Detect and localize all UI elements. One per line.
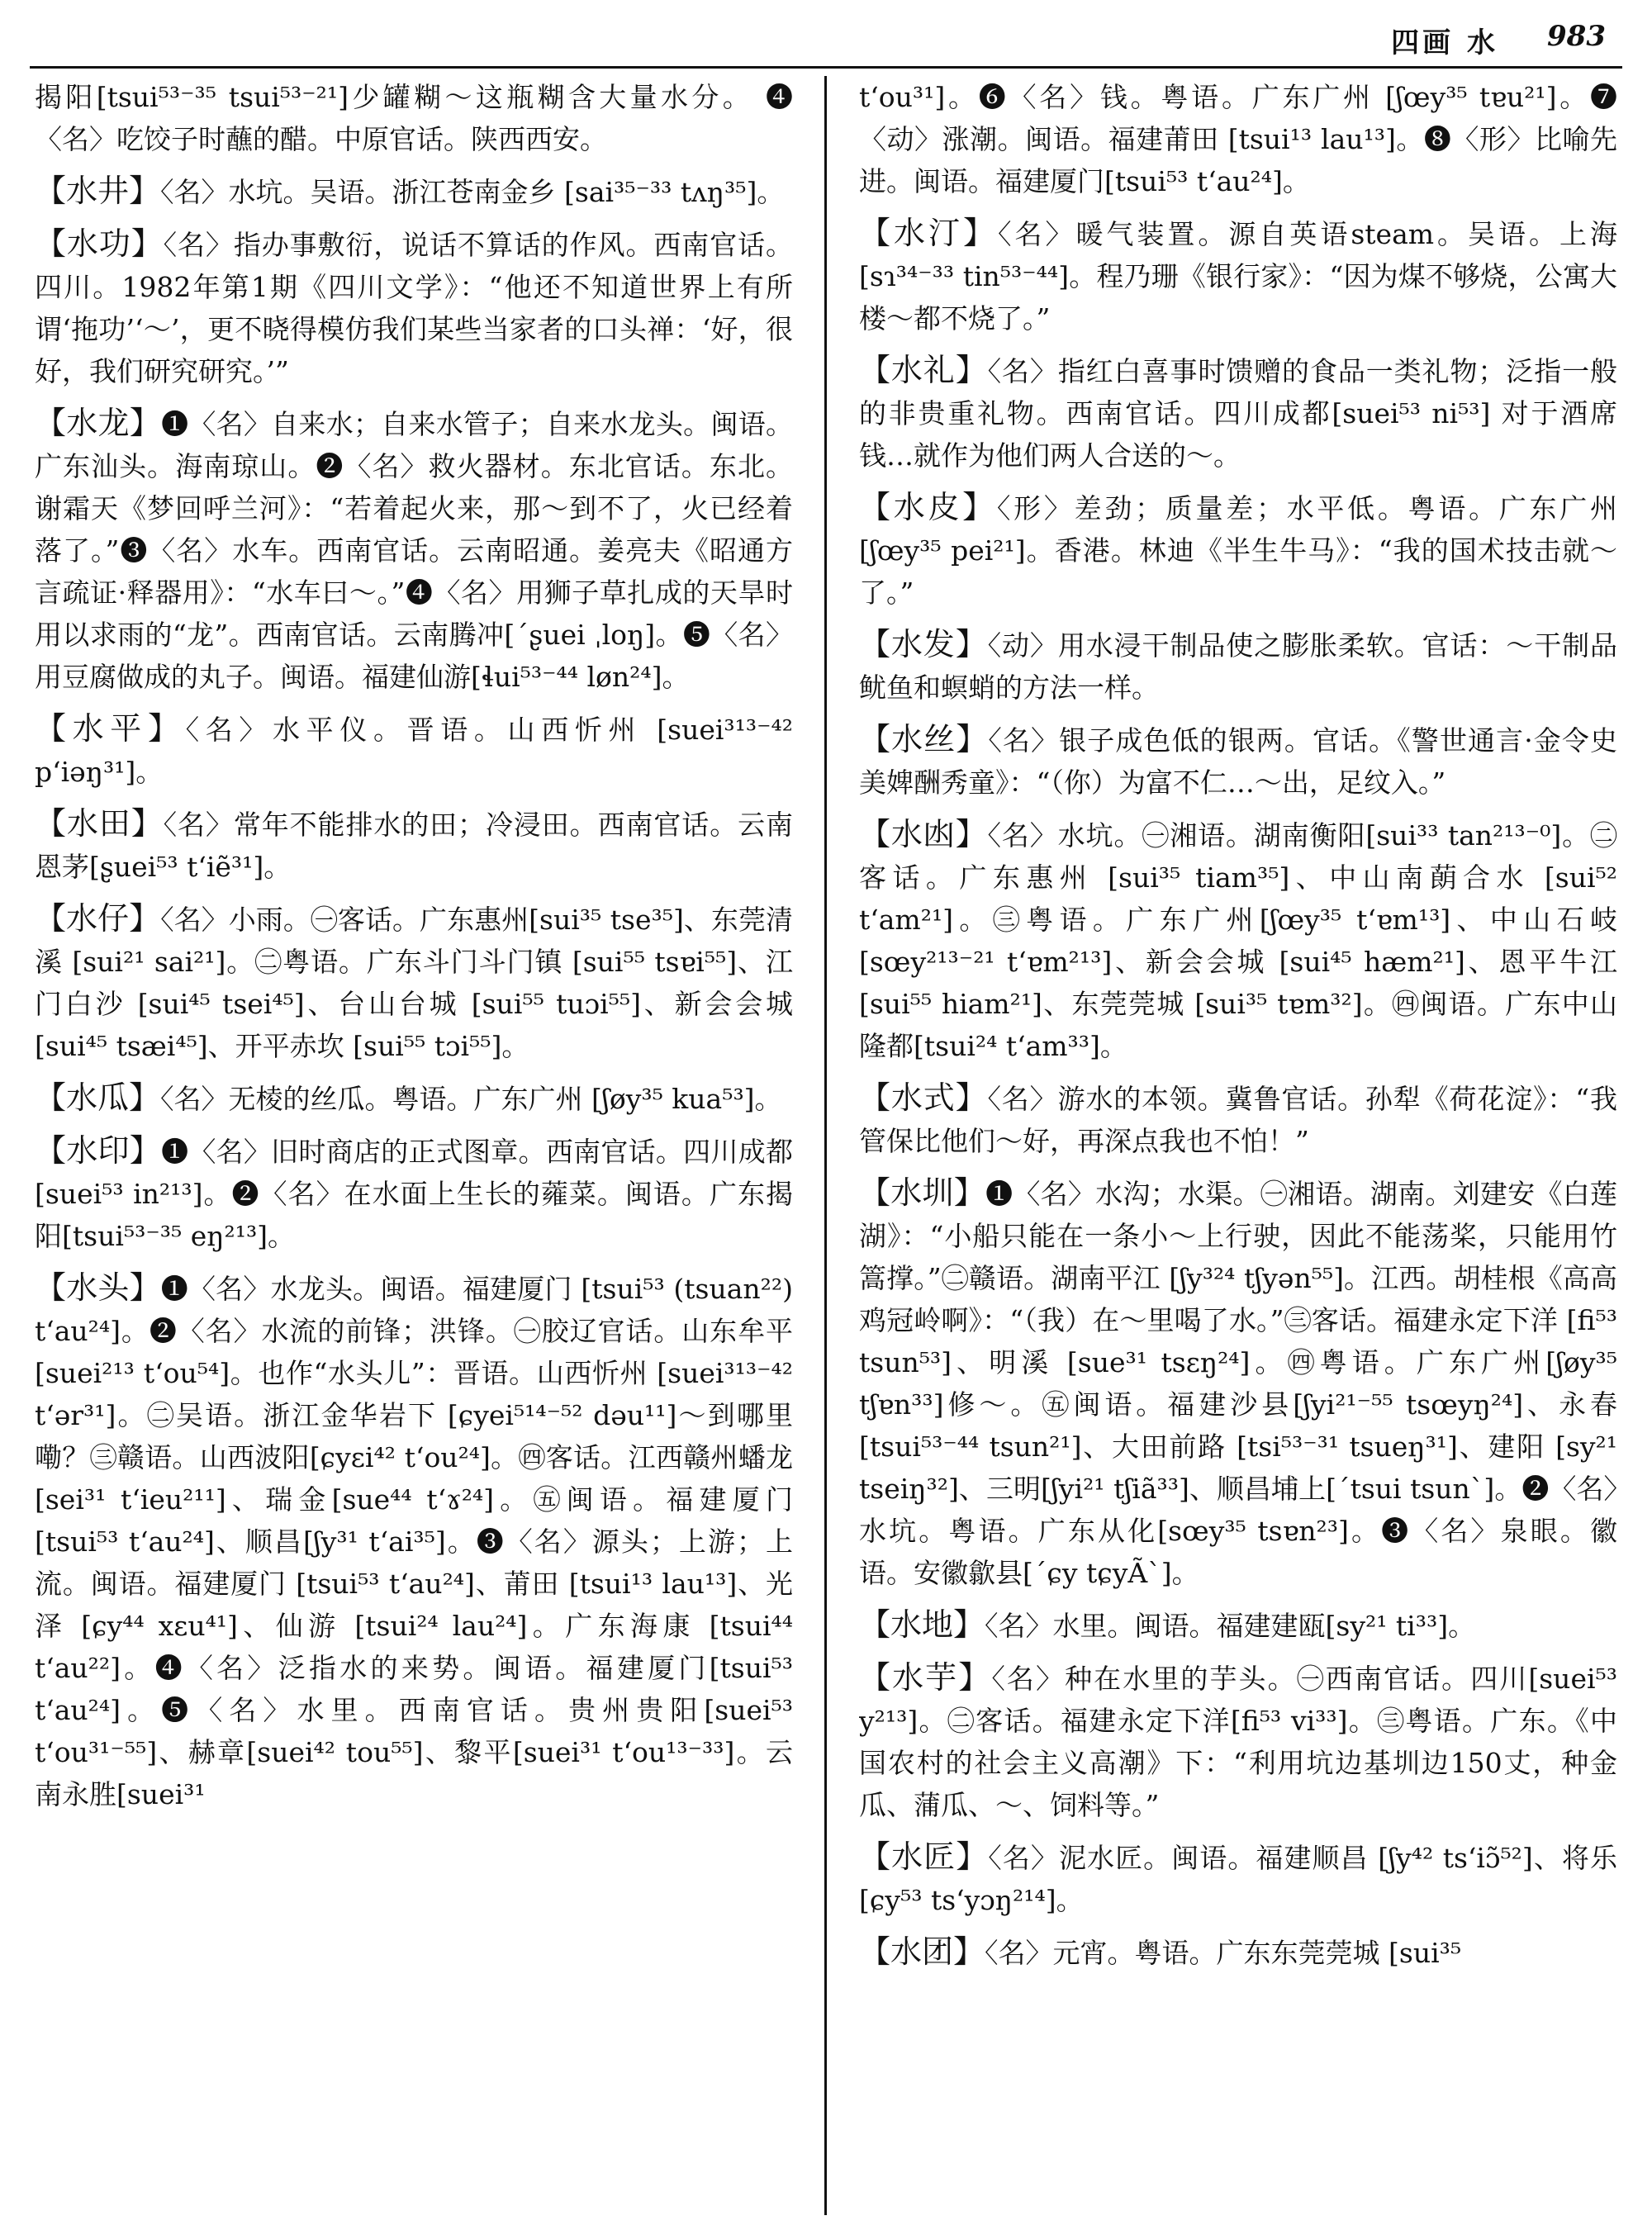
dictionary-entry bbox=[859, 1172, 1617, 1594]
entry-definition: ❶〈名〉自来水；自来水管子；自来水龙头。闽语。广东汕头。海南琼山。❷〈名〉救火器材。东北官话。东北。谢霜天《梦回呼兰河》：“若着起火来，那～到不了，火已经着落了。”❸〈名〉水车。西南官话。云南昭通。姜亮夫《昭通方言疏证·释器用》：“水车曰～。”❹〈名〉用狮子草扎成的天旱时用以求雨的“龙”。西南官话。云南腾冲[ˊʂuei ˌloŋ]。❺〈名〉用豆腐做成的丸子。闽语。福建仙游[ɬui⁵³⁻⁴⁴ løn²⁴]。 bbox=[35, 408, 793, 693]
entry-definition: 〈名〉水坑。吴语。浙江苍南金乡 [sai³⁵⁻³³ tʌŋ³⁵]。 bbox=[160, 176, 785, 208]
dictionary-entry bbox=[859, 814, 1617, 1067]
entry-headword: 【水匠】 bbox=[859, 1839, 989, 1875]
entry-headword: 【水地】 bbox=[859, 1606, 985, 1643]
entry-definition: 揭阳[tsui⁵³⁻³⁵ tsui⁵³⁻²¹]少罐糊～这瓶糊含大量水分。 ❹〈名〉吃饺子时蘸的醋。中原官话。陕西西安。 bbox=[35, 81, 793, 155]
dictionary-entry bbox=[859, 719, 1617, 804]
entry-headword: 【水芋】 bbox=[859, 1659, 992, 1696]
dictionary-entry bbox=[35, 803, 793, 888]
entry-headword: 【水式】 bbox=[859, 1079, 988, 1116]
dictionary-entry bbox=[35, 223, 793, 392]
page-header bbox=[30, 15, 1622, 69]
column-divider bbox=[824, 76, 827, 2215]
entry-definition: 〈名〉常年不能排水的田；冷浸田。西南官话。云南恩茅[ʂuei⁵³ tʻiẽ³¹]。 bbox=[35, 809, 793, 883]
entry-headword: 【水印】 bbox=[35, 1132, 162, 1169]
entry-definition: 〈名〉指红白喜事时馈赠的食品一类礼物；泛指一般的非贵重礼物。西南官话。四川成都[suei⁵³ ni⁵³] 对于酒席钱…就作为他们两人合送的～。 bbox=[859, 355, 1617, 472]
dictionary-entry bbox=[859, 212, 1617, 339]
dictionary-entry bbox=[859, 1931, 1617, 1974]
entry-definition: tʻou³¹]。❻〈名〉钱。粤语。广东广州 [ʃœy³⁵ tɐu²¹]。❼〈动〉涨潮。闽语。福建莆田 [tsui¹³ lau¹³]。❽〈形〉比喻先进。闽语。福建厦门[tsui⁵³ tʻau²⁴]。 bbox=[859, 81, 1617, 197]
entry-definition: ❶〈名〉旧时商店的正式图章。西南官话。四川成都[suei⁵³ in²¹³]。❷〈名〉在水面上生长的蕹菜。闽语。广东揭阳[tsui⁵³⁻³⁵ eŋ²¹³]。 bbox=[35, 1136, 793, 1252]
entry-definition: 〈名〉水坑。㊀湘语。湖南衡阳[sui³³ tan²¹³⁻⁰]。㊁客话。广东惠州 [sui³⁵ tiam³⁵]、中山南蓢合水 [sui⁵² tʻam²¹]。㊂粤语。广东广州[ʃœy³⁵ tʻɐm¹³]、中山石岐 [sœy²¹³⁻²¹ tʻɐm²¹³]、新会会城 [sui⁴⁵ hæm²¹]、恩平牛江[sui⁵⁵ hiam²¹]、东莞莞城 [sui³⁵ tɐm³²]。㊃闽语。广东中山隆都[tsui²⁴ tʻam³³]。 bbox=[859, 819, 1617, 1062]
dictionary-entry bbox=[35, 1077, 793, 1120]
dictionary-entry bbox=[35, 170, 793, 213]
dictionary-entry bbox=[35, 402, 793, 698]
entry-headword: 【水团】 bbox=[859, 1933, 985, 1970]
entry-headword: 【水仔】 bbox=[35, 900, 161, 937]
entry-definition: 〈名〉种在水里的芋头。㊀西南官话。四川[suei⁵³ y²¹³]。㊁客话。福建永定下洋[fi⁵³ vi³³]。㊂粤语。广东。《中国农村的社会主义高潮》下：“利用坑边基圳边150丈，种金瓜、蒲瓜、～、饲料等。” bbox=[859, 1663, 1617, 1821]
dictionary-entry bbox=[859, 624, 1617, 709]
entry-definition: 〈名〉水平仪。晋语。山西忻州 [suei³¹³⁻⁴² pʻiəŋ³¹]。 bbox=[35, 714, 793, 788]
entry-definition: 〈形〉差劲；质量差；水平低。粤语。广东广州 [ʃœy³⁵ pei²¹]。香港。林迪《半生牛马》：“我的国术技击就～了。” bbox=[859, 492, 1617, 609]
entry-headword: 【水井】 bbox=[35, 173, 161, 209]
entry-headword: 【水龙】 bbox=[35, 405, 162, 441]
entry-headword: 【水皮】 bbox=[859, 489, 997, 525]
entry-definition: 〈名〉泥水匠。闽语。福建顺昌 [ʃy⁴² tsʻiɔ̃⁵²]、将乐[ɕy⁵³ tsʻyɔŋ²¹⁴]。 bbox=[859, 1842, 1617, 1916]
entry-definition: 〈名〉游水的本领。冀鲁官话。孙犁《荷花淀》：“我管保比他们～好，再深点我也不怕！” bbox=[859, 1083, 1617, 1157]
entry-headword: 【水功】 bbox=[35, 225, 164, 262]
entry-definition: 〈名〉水里。闽语。福建建瓯[sy²¹ ti³³]。 bbox=[985, 1610, 1476, 1642]
entry-headword: 【水汀】 bbox=[859, 215, 998, 251]
entry-definition: 〈名〉元宵。粤语。广东东莞莞城 [sui³⁵ bbox=[985, 1937, 1462, 1969]
entry-headword: 【水田】 bbox=[35, 805, 164, 842]
entry-definition: 〈名〉暖气装置。源自英语steam。吴语。上海 [sɿ³⁴⁻³³ tin⁵³⁻⁴⁴]。程乃珊《银行家》：“因为煤不够烧，公寓大楼～都不烧了。” bbox=[859, 218, 1617, 334]
entry-headword: 【水瓜】 bbox=[35, 1079, 161, 1116]
entry-headword: 【水圳】 bbox=[859, 1174, 986, 1211]
right-column bbox=[859, 76, 1617, 2215]
dictionary-entry bbox=[859, 1836, 1617, 1921]
entry-headword: 【水礼】 bbox=[859, 352, 988, 388]
entry-headword: 【水凼】 bbox=[859, 816, 988, 852]
dictionary-entry bbox=[35, 898, 793, 1067]
dictionary-entry bbox=[35, 76, 793, 160]
entry-headword: 【水发】 bbox=[859, 626, 988, 662]
dictionary-entry bbox=[859, 486, 1617, 614]
entry-headword: 【水平】 bbox=[35, 710, 186, 747]
entry-headword: 【水丝】 bbox=[859, 721, 989, 757]
entry-definition: 〈名〉无棱的丝瓜。粤语。广东广州 [ʃøy³⁵ kua⁵³]。 bbox=[160, 1083, 782, 1115]
left-column bbox=[35, 76, 793, 2215]
entry-headword: 【水头】 bbox=[35, 1269, 161, 1306]
dictionary-entry bbox=[859, 76, 1617, 202]
page-number: 983 bbox=[1547, 20, 1606, 53]
entry-definition: 〈名〉指办事敷衍，说话不算话的作风。西南官话。四川。1982年第1期《四川文学》：“他还不知道世界上有所谓‘拖功’‘～’，更不晓得模仿我们某些当家者的口头禅：‘好，很好，我们研究研究。’” bbox=[35, 229, 793, 387]
entry-definition: 〈动〉用水浸干制品使之膨胀柔软。官话：～干制品鱿鱼和螟蛸的方法一样。 bbox=[859, 629, 1617, 704]
dictionary-entry bbox=[859, 1077, 1617, 1162]
dictionary-entry bbox=[859, 349, 1617, 477]
dictionary-entry bbox=[35, 1130, 793, 1257]
dictionary-entry bbox=[35, 1267, 793, 1815]
entry-definition: 〈名〉小雨。㊀客话。广东惠州[sui³⁵ tse³⁵]、东莞清溪 [sui²¹ sai²¹]。㊁粤语。广东斗门斗门镇 [sui⁵⁵ tsɐi⁵⁵]、江门白沙 [sui⁴⁵ tsei⁴⁵]、台山台城 [sui⁵⁵ tuɔi⁵⁵]、新会会城 [sui⁴⁵ tsæi⁴⁵]、开平赤坎 [sui⁵⁵ tɔi⁵⁵]。 bbox=[35, 904, 793, 1062]
dictionary-entry bbox=[35, 708, 793, 793]
dictionary-entry bbox=[859, 1657, 1617, 1826]
entry-definition: ❶〈名〉水沟；水渠。㊀湘语。湖南。刘建安《白莲湖》：“小船只能在一条小～上行驶，因此不能荡桨，只能用竹篙撑。”㊁赣语。湖南平江 [ʃy³²⁴ tʃyən⁵⁵]。江西。胡桂根《高高鸡冠岭啊》：“（我）在～里喝了水。”㊂客话。福建永定下洋 [fi⁵³ tsun⁵³]、明溪 [sue³¹ tsɛŋ²⁴]。㊃粤语。广东广州[ʃøy³⁵ tʃɐn³³]修～。㊄闽语。福建沙县[ʃyi²¹⁻⁵⁵ tsœyŋ²⁴]、永春[tsui⁵³⁻⁴⁴ tsun²¹]、大田前路 [tsi⁵³⁻³¹ tsueŋ³¹]、建阳 [sy²¹ tseiŋ³²]、三明[ʃyi²¹ tʃiã³³]、顺昌埔上[ˊtsui tsunˋ]。❷〈名〉水坑。粤语。广东从化[sœy³⁵ tsɐn²³]。❸〈名〉泉眼。徽语。安徽歙县[ˊɕy tɕyÃˋ]。 bbox=[859, 1178, 1617, 1589]
entry-definition: 〈名〉银子成色低的银两。官话。《警世通言·金令史美婢酬秀童》：“（你）为富不仁…～出，足纹入。” bbox=[859, 724, 1617, 799]
running-head-section: 四画 水 bbox=[1391, 26, 1498, 59]
entry-definition: ❶〈名〉水龙头。闽语。福建厦门 [tsui⁵³ (tsuan²²) tʻau²⁴]。❷〈名〉水流的前锋；洪锋。㊀胶辽官话。山东牟平[suei²¹³ tʻou⁵⁴]。也作“水头儿”：晋语。山西忻州 [suei³¹³⁻⁴² tʻər³¹]。㊁吴语。浙江金华岩下 [ɕyei⁵¹⁴⁻⁵² dəu¹¹]～到哪里嘞？㊂赣语。山西波阳[ɕyɛi⁴² tʻou²⁴]。㊃客话。江西赣州蟠龙 [sei³¹ tʻieu²¹¹]、瑞金[sue⁴⁴ tʻɤ²⁴]。㊄闽语。福建厦门 [tsui⁵³ tʻau²⁴]、顺昌[ʃy³¹ tʻai³⁵]。❸〈名〉源头；上游；上流。闽语。福建厦门 [tsui⁵³ tʻau²⁴]、莆田 [tsui¹³ lau¹³]、光泽 [ɕy⁴⁴ xɛu⁴¹]、仙游 [tsui²⁴ lau²⁴]。广东海康 [tsui⁴⁴ tʻau²²]。❹〈名〉泛指水的来势。闽语。福建厦门[tsui⁵³ tʻau²⁴]。❺〈名〉水里。西南官话。贵州贵阳[suei⁵³ tʻou³¹⁻⁵⁵]、赫章[suei⁴² tou⁵⁵]、黎平[suei³¹ tʻou¹³⁻³³]。云南永胜[suei³¹ bbox=[35, 1273, 793, 1810]
dictionary-entry bbox=[859, 1604, 1617, 1647]
